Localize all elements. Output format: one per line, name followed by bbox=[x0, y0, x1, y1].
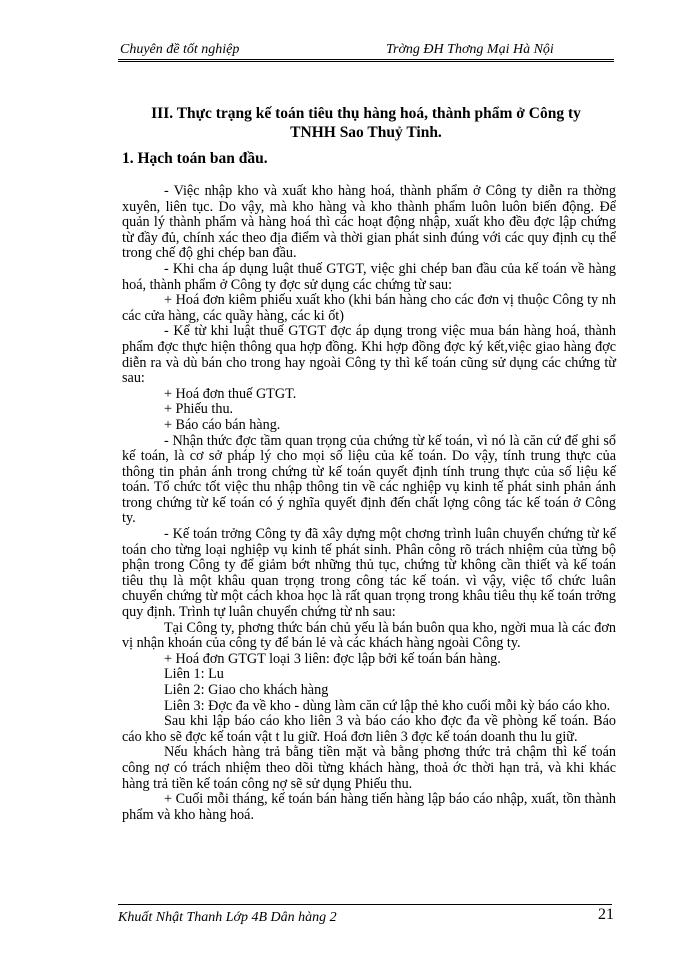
paragraph: + Hoá đơn thuế GTGT. bbox=[164, 385, 297, 402]
paragraph: - Nhận thức đợc tầm quan trọng của chứng từ kế toán, vì nó là căn cứ để ghi sổ kế toán, là cơ sở pháp lý cho mọi số liệu của kế toán. Do vậy, tính trung thực của thông tin phản ánh trong chứng từ kế toán quyết định tính trung thực của số liệu kế toán. Tổ chức tốt việc thu nhập thông tin về các nghiệp vụ kinh tế phát sinh phản ánh trong chứng từ kế toán có ý nghĩa quyết định đến chất lợng công tác kế toán ở Công ty. bbox=[122, 432, 616, 527]
page-number: 21 bbox=[598, 906, 614, 923]
page-footer bbox=[118, 902, 614, 932]
paragraph: Liên 1: Lu bbox=[164, 666, 224, 683]
paragraph: + Cuối mỗi tháng, kế toán bán hàng tiến hàng lập báo cáo nhập, xuất, tồn thành phẩm và kho hàng hoá. bbox=[122, 791, 616, 823]
paragraph: - Kế toán trởng Công ty đã xây dựng một chơng trình luân chuyển chứng từ kế toán cho từng loại nghiệp vụ kinh tế phát sinh. Phân công rõ trách nhiệm của từng bộ phận trong Công ty để giảm bớt những thủ tục, chứng từ không cần thiết và kế toán tiêu thụ là một khâu quan trọng trong công tác kế toán. vì vậy, việc tổ chức luân chuyển chứng từ một cách khoa học là rất quan trọng trong khâu tiêu thụ kế toán trởng quy định. Trình tự luân chuyển chứng từ nh sau: bbox=[122, 526, 616, 621]
footer-author: Khuất Nhật Thanh Lớp 4B Dân hàng 2 bbox=[118, 910, 337, 925]
paragraph: + Hoá đơn GTGT loại 3 liên: đợc lập bởi kế toán bán hàng. bbox=[164, 650, 501, 667]
paragraph: + Báo cáo bán hàng. bbox=[164, 416, 281, 433]
header-university: Trờng ĐH Thơng Mại Hà Nội bbox=[386, 42, 554, 57]
paragraph: Liên 3: Đợc đa về kho - dùng làm căn cứ lập thẻ kho cuối mỗi kỳ báo cáo kho. bbox=[164, 697, 611, 714]
page-header bbox=[118, 40, 614, 62]
paragraph: - Kể từ khi luật thuế GTGT đợc áp dụng trong việc mua bán hàng hoá, thành phẩm đợc thực hiện thông qua hợp đồng. Khi hợp đồng đợc ký kết,việc giao hàng đợc diễn ra và dù bán cho trong hay ngoài Công ty thì kế toán cũng sử dụng các chứng từ sau: bbox=[122, 323, 616, 387]
paragraph: Tại Công ty, phơng thức bán chủ yếu là bán buôn qua kho, ngời mua là các đơn vị nhận khoán của công ty để bán lẻ và các khách hàng ngoài Công ty. bbox=[122, 619, 616, 652]
footer-divider bbox=[118, 904, 612, 905]
body-text bbox=[122, 184, 616, 823]
paragraph: + Hoá đơn kiêm phiếu xuất kho (khi bán hàng cho các đơn vị thuộc Công ty nh các cửa hàng, các quầy hàng, các ki ốt) bbox=[122, 292, 616, 324]
paragraph: + Phiếu thu. bbox=[164, 401, 234, 418]
header-thesis-label: Chuyên đề tốt nghiệp bbox=[120, 42, 240, 57]
paragraph: - Việc nhập kho và xuất kho hàng hoá, thành phẩm ở Công ty diễn ra thờng xuyên, liên tục. Do vậy, mà kho hàng và kho thành phẩm luôn luôn biến động. Để quản lý thành phẩm và hàng hoá thì các hoạt động nhập, xuất kho đều đợc lập chứng từ đầy đủ, chính xác theo địa điểm và thời gian phát sinh đúng với các quy định cụ thể trong chế độ ghi chép ban đầu. bbox=[122, 183, 616, 262]
paragraph: Liên 2: Giao cho khách hàng bbox=[164, 682, 329, 698]
header-divider bbox=[118, 59, 614, 62]
page-title bbox=[118, 104, 614, 142]
paragraph: - Khi cha áp dụng luật thuế GTGT, việc ghi chép ban đầu của kế toán về hàng hoá, thành phẩm ở Công ty đợc sử dụng các chứng từ sau: bbox=[122, 260, 616, 293]
section-heading: 1. Hạch toán ban đầu. bbox=[122, 150, 268, 167]
paragraph: Sau khi lập báo cáo kho liên 3 và báo cáo kho đợc đa về phòng kế toán. Báo cáo kho sẽ đợc kế toán vật t lu giữ. Hoá đơn liên 3 đợc kế toán doanh thu lu giữ. bbox=[122, 713, 616, 745]
title-line-1: III. Thực trạng kế toán tiêu thụ hàng hoá, thành phẩm ở Công ty bbox=[151, 105, 581, 122]
title-line-2: TNHH Sao Thuỷ Tinh. bbox=[290, 124, 442, 141]
paragraph: Nếu khách hàng trả bằng tiền mặt và bằng phơng thức trả chậm thì kế toán công nợ có trách nhiệm theo dõi từng khách hàng, thoả ớc thời hạn trả, và khi khác hàng trả tiền kế toán công nợ sẽ sử dụng Phiếu thu. bbox=[122, 744, 616, 792]
